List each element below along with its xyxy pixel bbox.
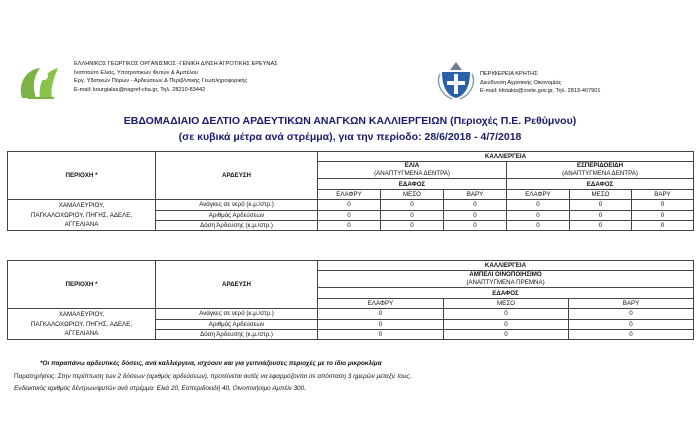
- irrigation-table-vineyard: [7, 260, 694, 340]
- soil-type: ΒΑΡΥ: [569, 298, 694, 308]
- org-right-line: E-mail: kfotakis@crete.gov.gr, Τηλ. 2813-407901: [480, 88, 601, 95]
- region-header: ΠΕΡΙΟΧΗ *: [8, 152, 156, 200]
- value-cell: 0: [318, 200, 381, 210]
- row-label: Ανάγκες σε νερό (κ.μ./στρ.): [156, 309, 318, 319]
- crop-subtitle: (ΑΝΑΠΤΥΓΜΕΝΑ ΔΕΝΤΡΑ): [562, 170, 638, 178]
- value-cell: 0: [632, 220, 694, 230]
- value-cell: 0: [570, 200, 632, 210]
- row-label: Δόση Άρδευσης (κ.μ./στρ.): [156, 220, 318, 230]
- remarks: [14, 373, 411, 380]
- value-cell: 0: [632, 210, 694, 220]
- elgo-logo-icon: [14, 62, 66, 102]
- org-left-line: ΕΛΛΗΝΙΚΟΣ ΓΕΩΡΓΙΚΟΣ ΟΡΓΑΝΙΣΜΟΣ -ΓΕΝΙΚΗ Δ/ΝΣΗ ΑΓΡΟΤΙΚΗΣ ΕΡΕΥΝΑΣ: [74, 61, 278, 67]
- value-cell: 0: [444, 319, 569, 329]
- soil-type: ΒΑΡΥ: [632, 189, 694, 199]
- region-line: ΧΑΜΑΛΕΥΡΙΟΥ,: [58, 311, 105, 319]
- value-cell: 0: [569, 319, 694, 329]
- remarks-label: Παρατηρήσεις:: [14, 373, 56, 380]
- value-cell: 0: [570, 220, 632, 230]
- value-cell: 0: [444, 329, 569, 339]
- value-cell: 0: [381, 220, 444, 230]
- region-header: ΠΕΡΙΟΧΗ *: [8, 261, 156, 309]
- value-cell: 0: [381, 210, 444, 220]
- row-label: Δόση Άρδευσης (κ.μ./στρ.): [156, 329, 318, 339]
- value-cell: 0: [318, 220, 381, 230]
- indicative-plant-density: Ενδεικτικός αριθμός δέντρων/φυτών ανά στρέμμα: Ελιά 20, Εσπεριδοειδή 40, Οινοποιήσιμο Αμπέλι 300.: [14, 385, 306, 392]
- soil-type: ΒΑΡΥ: [444, 189, 507, 199]
- crop-name: ΑΜΠΕΛΙ ΟΙΝΟΠΟΙΗΣΙΜΟ: [469, 271, 542, 279]
- value-cell: 0: [632, 200, 694, 210]
- crop-subtitle: (ΑΝΑΠΤΥΓΜΕΝΑ ΔΕΝΤΡΑ): [374, 170, 450, 178]
- value-cell: 0: [507, 210, 570, 220]
- region-line: ΑΓΓΕΛΙΑΝΑ: [64, 329, 99, 337]
- org-right-line: Διεύθυνση Αγροτικής Οικονομίας: [480, 79, 562, 86]
- bulletin-title: ΕΒΔΟΜΑΔΙΑΙΟ ΔΕΛΤΙΟ ΑΡΔΕΥΤΙΚΩΝ ΑΝΑΓΚΩΝ ΚΑΛΛΙΕΡΓΕΙΩΝ (Περιοχές Π.Ε. Ρεθύμνου): [123, 115, 577, 127]
- region-cell: [8, 200, 156, 231]
- remarks-text: Στην περίπτωση των 2 δόσεων (αριθμός αρδεύσεων), προτείνεται αυτές να εφαρμόζονται σε απόσταση 3 ημερών μεταξύ τους.: [57, 373, 412, 380]
- soil-header: ΕΔΑΦΟΣ: [318, 288, 694, 298]
- value-cell: 0: [318, 210, 381, 220]
- value-cell: 0: [318, 329, 444, 339]
- soil-type: ΕΛΑΦΡΥ: [507, 189, 570, 199]
- value-cell: 0: [444, 210, 507, 220]
- crop-name: ΕΛΙΑ: [404, 162, 420, 170]
- value-cell: 0: [507, 200, 570, 210]
- row-label: Αριθμός Αρδεύσεων: [156, 319, 318, 329]
- value-cell: 0: [444, 309, 569, 319]
- value-cell: 0: [569, 329, 694, 339]
- row-label: Αριθμός Αρδεύσεων: [156, 210, 318, 220]
- header-left: [14, 60, 334, 104]
- region-line: ΠΑΓΚΑΛΟΧΩΡΙΟΥ, ΠΗΓΗΣ, ΑΔΕΛΕ,: [30, 211, 133, 219]
- value-cell: 0: [569, 309, 694, 319]
- value-cell: 0: [318, 319, 444, 329]
- irrigation-header: ΑΡΔΕΥΣΗ: [156, 152, 318, 200]
- value-cell: 0: [444, 200, 507, 210]
- header-right: [436, 58, 696, 104]
- org-left-line: E-mail: kourgialas@nagref-cha.gr, Τηλ. 28210-83442: [74, 86, 206, 93]
- region-cell: [8, 309, 156, 340]
- org-left-line: Εργ. Υδατικών Πόρων - Αρδεύσεων & Περιβ/ντικής Γεωπληροφορικής: [74, 78, 248, 85]
- irrigation-table-olive-citrus: [7, 151, 694, 231]
- value-cell: 0: [507, 220, 570, 230]
- region-line: ΧΑΜΑΛΕΥΡΙΟΥ,: [58, 202, 105, 210]
- crop-olive-header: [318, 162, 507, 179]
- soil-header: ΕΔΑΦΟΣ: [318, 179, 507, 189]
- crop-name: ΕΣΠΕΡΙΔΟΕΙΔΗ: [576, 162, 624, 170]
- soil-type: ΕΛΑΦΡΥ: [318, 189, 381, 199]
- footnote: *Οι παραπάνω αρδευτικές δόσεις, ανά καλλιέργεια, ισχύουν και για γειτνιάζουσες περιοχές με το ίδιο μικροκλίμα: [40, 360, 382, 367]
- soil-header: ΕΔΑΦΟΣ: [507, 179, 694, 189]
- org-right-text: [480, 70, 601, 96]
- table-row: [8, 200, 694, 210]
- org-right-line: ΠΕΡΙΦΕΡΕΙΑ ΚΡΗΤΗΣ: [480, 71, 538, 77]
- crops-header: ΚΑΛΛΙΕΡΓΕΙΑ: [318, 261, 694, 271]
- irrigation-header: ΑΡΔΕΥΣΗ: [156, 261, 318, 309]
- region-line: ΠΑΓΚΑΛΟΧΩΡΙΟΥ, ΠΗΓΗΣ, ΑΔΕΛΕ,: [30, 320, 133, 328]
- value-cell: 0: [444, 220, 507, 230]
- hellenic-emblem-icon: [436, 58, 476, 100]
- crop-citrus-header: [507, 162, 694, 179]
- soil-type: ΜΕΣΟ: [444, 298, 569, 308]
- value-cell: 0: [381, 200, 444, 210]
- crops-header: ΚΑΛΛΙΕΡΓΕΙΑ: [318, 152, 694, 162]
- row-label: Ανάγκες σε νερό (κ.μ./στρ.): [156, 200, 318, 210]
- bulletin-subtitle: (σε κυβικά μέτρα ανά στρέμμα), για την περίοδο: 28/6/2018 - 4/7/2018: [178, 131, 522, 143]
- region-line: ΑΓΓΕΛΙΑΝΑ: [64, 220, 99, 228]
- value-cell: 0: [318, 309, 444, 319]
- org-left-text: [74, 60, 278, 94]
- org-left-line: Ινστιτούτο Ελιάς, Υποτροπικών Φυτών & Αμπέλου: [74, 69, 199, 76]
- soil-type: ΕΛΑΦΡΥ: [318, 298, 444, 308]
- table-row: [8, 309, 694, 319]
- soil-type: ΜΕΣΟ: [381, 189, 444, 199]
- crop-subtitle: (ΑΝΑΠΤΥΓΜΕΝΑ ΠΡΕΜΝΑ): [466, 279, 545, 287]
- value-cell: 0: [570, 210, 632, 220]
- soil-type: ΜΕΣΟ: [570, 189, 632, 199]
- crop-vineyard-header: [318, 271, 694, 288]
